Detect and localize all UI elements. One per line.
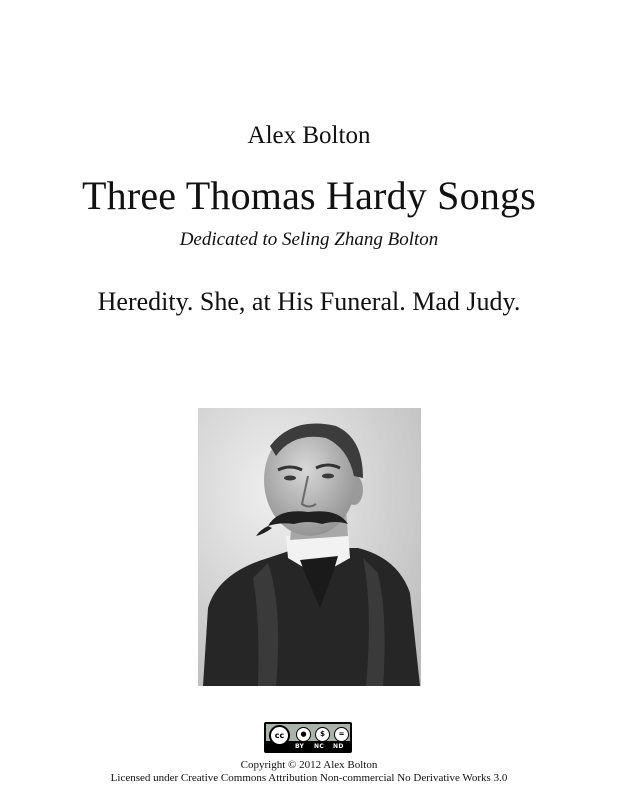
author-name: Alex Bolton [247,122,371,149]
badge-label-nc: NC [314,743,325,750]
page-title: Three Thomas Hardy Songs [82,173,536,218]
nd-icon: = [334,727,349,742]
copyright-notice: Copyright © 2012 Alex Bolton [240,759,378,771]
dedication: Dedicated to Seling Zhang Bolton [179,229,439,250]
nc-icon: $ [315,727,330,742]
creative-commons-badge[interactable] [264,722,352,753]
cc-logo-icon: cc [269,725,290,746]
by-icon: ● [296,727,311,742]
license-notice: Licensed under Creative Commons Attribution Non-commercial No Derivative Works 3.0 [110,772,508,784]
badge-label-by: BY [295,743,305,750]
badge-label-nd: ND [333,743,344,750]
song-list: Heredity. She, at His Funeral. Mad Judy. [97,287,521,316]
portrait-photo [198,408,421,686]
badge-icon-strip [266,724,350,741]
